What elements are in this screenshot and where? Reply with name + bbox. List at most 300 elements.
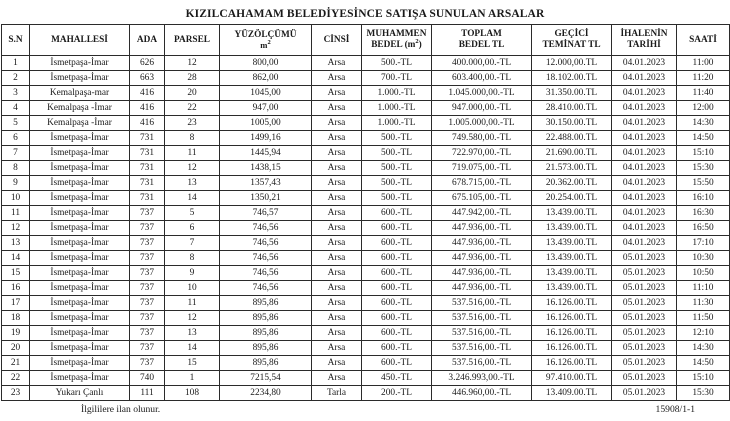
cell-muhammen-bedel: 500.-TL: [362, 161, 432, 176]
cell-sn: 6: [2, 131, 30, 146]
table-row: [2, 281, 730, 296]
cell-muhammen-bedel: 500.-TL: [362, 146, 432, 161]
cell-ihale-tarihi: 04.01.2023: [612, 221, 677, 236]
cell-saati: 11:10: [677, 281, 730, 296]
cell-sn: 7: [2, 146, 30, 161]
cell-ihale-tarihi: 04.01.2023: [612, 116, 677, 131]
cell-gecici-teminat: 21.690.00.TL: [532, 146, 612, 161]
cell-cinsi: Arsa: [312, 191, 362, 206]
cell-ada: 737: [130, 266, 165, 281]
cell-saati: 11:20: [677, 71, 730, 86]
cell-parsel: 10: [165, 281, 220, 296]
column-header-muhammen-bedel: [362, 25, 432, 56]
cell-cinsi: Arsa: [312, 326, 362, 341]
cell-muhammen-bedel: 600.-TL: [362, 326, 432, 341]
cell-mahallesi: İsmetpaşa-İmar: [30, 146, 130, 161]
cell-yuzolcumu: 1045,00: [220, 86, 312, 101]
cell-gecici-teminat: 13.439.00.TL: [532, 281, 612, 296]
column-header-toplam-bedel: [432, 25, 532, 56]
cell-gecici-teminat: 20.254.00.TL: [532, 191, 612, 206]
footer-reference: 15908/1-1: [655, 404, 695, 415]
cell-yuzolcumu: 746,56: [220, 236, 312, 251]
cell-yuzolcumu: 1438,15: [220, 161, 312, 176]
cell-yuzolcumu: 1350,21: [220, 191, 312, 206]
cell-mahallesi: İsmetpaşa-İmar: [30, 161, 130, 176]
cell-parsel: 12: [165, 311, 220, 326]
column-header-gecici-teminat: [532, 25, 612, 56]
column-header-muhammen-line1: MUHAMMEN: [366, 29, 427, 39]
cell-saati: 12:00: [677, 101, 730, 116]
cell-toplam-bedel: 447.936,00.-TL: [432, 251, 532, 266]
cell-ada: 737: [130, 221, 165, 236]
cell-parsel: 9: [165, 266, 220, 281]
column-header-ihale-tarihi: [612, 25, 677, 56]
table-row: [2, 161, 730, 176]
cell-cinsi: Arsa: [312, 101, 362, 116]
cell-ada: 737: [130, 251, 165, 266]
cell-gecici-teminat: 16.126.00.TL: [532, 356, 612, 371]
cell-gecici-teminat: 13.439.00.TL: [532, 251, 612, 266]
cell-parsel: 1: [165, 371, 220, 386]
cell-muhammen-bedel: 700.-TL: [362, 71, 432, 86]
cell-muhammen-bedel: 600.-TL: [362, 296, 432, 311]
table-row: [2, 236, 730, 251]
cell-gecici-teminat: 13.439.00.TL: [532, 266, 612, 281]
cell-sn: 2: [2, 71, 30, 86]
cell-toplam-bedel: 446.960,00.-TL: [432, 386, 532, 401]
cell-gecici-teminat: 13.409.00.TL: [532, 386, 612, 401]
cell-toplam-bedel: 722.970,00.-TL: [432, 146, 532, 161]
cell-sn: 4: [2, 101, 30, 116]
cell-yuzolcumu: 1445,94: [220, 146, 312, 161]
cell-sn: 5: [2, 116, 30, 131]
cell-toplam-bedel: 537.516,00.-TL: [432, 311, 532, 326]
cell-toplam-bedel: 1.005.000,00.-TL: [432, 116, 532, 131]
cell-ada: 731: [130, 131, 165, 146]
cell-toplam-bedel: 537.516,00.-TL: [432, 356, 532, 371]
cell-ihale-tarihi: 04.01.2023: [612, 206, 677, 221]
table-row: [2, 101, 730, 116]
cell-muhammen-bedel: 600.-TL: [362, 341, 432, 356]
cell-mahallesi: İsmetpaşa-İmar: [30, 251, 130, 266]
table-row: [2, 296, 730, 311]
cell-saati: 16:50: [677, 221, 730, 236]
cell-cinsi: Arsa: [312, 86, 362, 101]
cell-toplam-bedel: 1.045.000,00.-TL: [432, 86, 532, 101]
cell-sn: 17: [2, 296, 30, 311]
cell-saati: 15:30: [677, 161, 730, 176]
cell-gecici-teminat: 28.410.00.TL: [532, 101, 612, 116]
cell-muhammen-bedel: 450.-TL: [362, 371, 432, 386]
column-header-toplam-line1: TOPLAM: [461, 29, 502, 39]
cell-yuzolcumu: 895,86: [220, 356, 312, 371]
cell-parsel: 11: [165, 146, 220, 161]
cell-parsel: 22: [165, 101, 220, 116]
column-header-yuzolcumu-unit: $m^2$: [260, 39, 271, 50]
cell-saati: 15:10: [677, 371, 730, 386]
table-row: [2, 191, 730, 206]
cell-cinsi: Tarla: [312, 386, 362, 401]
cell-muhammen-bedel: 600.-TL: [362, 251, 432, 266]
cell-cinsi: Arsa: [312, 56, 362, 71]
cell-parsel: 11: [165, 296, 220, 311]
cell-ada: 740: [130, 371, 165, 386]
cell-yuzolcumu: 1499,16: [220, 131, 312, 146]
cell-mahallesi: İsmetpaşa-İmar: [30, 341, 130, 356]
table-row: [2, 311, 730, 326]
table-header-row: [2, 25, 730, 56]
column-header-muhammen-line2: BEDEL $(m^2)$: [371, 37, 422, 50]
table-row: [2, 176, 730, 191]
cell-sn: 1: [2, 56, 30, 71]
cell-sn: 14: [2, 251, 30, 266]
cell-yuzolcumu: 895,86: [220, 311, 312, 326]
cell-sn: 19: [2, 326, 30, 341]
cell-saati: 11:00: [677, 56, 730, 71]
cell-sn: 15: [2, 266, 30, 281]
column-header-cinsi: CİNSİ: [312, 25, 362, 56]
table-row: [2, 71, 730, 86]
cell-mahallesi: Kemalpaşa-mar: [30, 86, 130, 101]
cell-ada: 731: [130, 176, 165, 191]
cell-sn: 18: [2, 311, 30, 326]
cell-cinsi: Arsa: [312, 221, 362, 236]
page-title: KIZILCAHAMAM BELEDİYESİNCE SATIŞA SUNULAN ARSALAR: [185, 8, 545, 20]
cell-yuzolcumu: 7215,54: [220, 371, 312, 386]
cell-toplam-bedel: 447.942,00.-TL: [432, 206, 532, 221]
cell-toplam-bedel: 749.580,00.-TL: [432, 131, 532, 146]
cell-gecici-teminat: 12.000,00.TL: [532, 56, 612, 71]
table-row: [2, 251, 730, 266]
table-row: [2, 116, 730, 131]
cell-mahallesi: İsmetpaşa-İmar: [30, 281, 130, 296]
cell-saati: 17:10: [677, 236, 730, 251]
cell-mahallesi: İsmetpaşa-İmar: [30, 371, 130, 386]
cell-muhammen-bedel: 600.-TL: [362, 311, 432, 326]
cell-parsel: 108: [165, 386, 220, 401]
cell-gecici-teminat: 16.126.00.TL: [532, 341, 612, 356]
cell-saati: 11:30: [677, 296, 730, 311]
cell-ihale-tarihi: 05.01.2023: [612, 341, 677, 356]
cell-toplam-bedel: 447.936,00.-TL: [432, 281, 532, 296]
cell-toplam-bedel: 447.936,00.-TL: [432, 236, 532, 251]
table-row: [2, 356, 730, 371]
cell-parsel: 20: [165, 86, 220, 101]
cell-gecici-teminat: 16.126.00.TL: [532, 311, 612, 326]
cell-gecici-teminat: 30.150.00.TL: [532, 116, 612, 131]
cell-ada: 737: [130, 206, 165, 221]
table-row: [2, 221, 730, 236]
cell-saati: 14:50: [677, 131, 730, 146]
cell-parsel: 8: [165, 131, 220, 146]
cell-ihale-tarihi: 05.01.2023: [612, 266, 677, 281]
cell-yuzolcumu: 895,86: [220, 341, 312, 356]
table-row: [2, 326, 730, 341]
cell-parsel: 13: [165, 176, 220, 191]
cell-parsel: 15: [165, 356, 220, 371]
column-header-sn: S.N: [2, 25, 30, 56]
cell-toplam-bedel: 537.516,00.-TL: [432, 296, 532, 311]
cell-sn: 11: [2, 206, 30, 221]
cell-sn: 9: [2, 176, 30, 191]
cell-ihale-tarihi: 05.01.2023: [612, 311, 677, 326]
cell-gecici-teminat: 13.439.00.TL: [532, 236, 612, 251]
cell-muhammen-bedel: 500.-TL: [362, 131, 432, 146]
cell-toplam-bedel: 447.936,00.-TL: [432, 266, 532, 281]
cell-sn: 20: [2, 341, 30, 356]
cell-muhammen-bedel: 500.-TL: [362, 56, 432, 71]
cell-ihale-tarihi: 05.01.2023: [612, 356, 677, 371]
cell-mahallesi: İsmetpaşa-İmar: [30, 236, 130, 251]
cell-yuzolcumu: 1357,43: [220, 176, 312, 191]
cell-parsel: 13: [165, 326, 220, 341]
cell-toplam-bedel: 719.075,00.-TL: [432, 161, 532, 176]
cell-ihale-tarihi: 05.01.2023: [612, 251, 677, 266]
cell-toplam-bedel: 675.105,00.-TL: [432, 191, 532, 206]
cell-muhammen-bedel: 600.-TL: [362, 221, 432, 236]
cell-yuzolcumu: 1005,00: [220, 116, 312, 131]
cell-cinsi: Arsa: [312, 296, 362, 311]
cell-gecici-teminat: 13.439.00.TL: [532, 206, 612, 221]
cell-parsel: 6: [165, 221, 220, 236]
cell-sn: 16: [2, 281, 30, 296]
cell-ihale-tarihi: 04.01.2023: [612, 161, 677, 176]
cell-saati: 12:10: [677, 326, 730, 341]
cell-yuzolcumu: 947,00: [220, 101, 312, 116]
cell-cinsi: Arsa: [312, 146, 362, 161]
table-row: [2, 206, 730, 221]
cell-cinsi: Arsa: [312, 236, 362, 251]
cell-muhammen-bedel: 500.-TL: [362, 191, 432, 206]
cell-mahallesi: İsmetpaşa-İmar: [30, 266, 130, 281]
cell-gecici-teminat: 16.126.00.TL: [532, 326, 612, 341]
cell-ihale-tarihi: 04.01.2023: [612, 86, 677, 101]
table-row: [2, 146, 730, 161]
cell-muhammen-bedel: 500.-TL: [362, 176, 432, 191]
cell-mahallesi: İsmetpaşa-İmar: [30, 131, 130, 146]
column-header-yuzolcumu-text: YÜZÖLÇÜMÜ: [234, 30, 297, 40]
cell-yuzolcumu: 746,56: [220, 281, 312, 296]
cell-yuzolcumu: 746,56: [220, 266, 312, 281]
cell-sn: 12: [2, 221, 30, 236]
cell-ada: 111: [130, 386, 165, 401]
cell-ada: 737: [130, 356, 165, 371]
cell-yuzolcumu: 746,57: [220, 206, 312, 221]
table-row: [2, 131, 730, 146]
cell-gecici-teminat: 21.573.00.TL: [532, 161, 612, 176]
footer-note: İlgililere ilan olunur.: [81, 404, 161, 415]
cell-gecici-teminat: 16.126.00.TL: [532, 296, 612, 311]
cell-cinsi: Arsa: [312, 341, 362, 356]
cell-parsel: 7: [165, 236, 220, 251]
cell-sn: 22: [2, 371, 30, 386]
cell-muhammen-bedel: 600.-TL: [362, 356, 432, 371]
cell-yuzolcumu: 862,00: [220, 71, 312, 86]
cell-ihale-tarihi: 05.01.2023: [612, 326, 677, 341]
cell-sn: 21: [2, 356, 30, 371]
cell-saati: 16:10: [677, 191, 730, 206]
cell-mahallesi: İsmetpaşa-İmar: [30, 56, 130, 71]
cell-ihale-tarihi: 04.01.2023: [612, 191, 677, 206]
cell-mahallesi: İsmetpaşa-İmar: [30, 71, 130, 86]
cell-parsel: 14: [165, 341, 220, 356]
cell-cinsi: Arsa: [312, 281, 362, 296]
cell-ihale-tarihi: 05.01.2023: [612, 386, 677, 401]
cell-sn: 3: [2, 86, 30, 101]
cell-cinsi: Arsa: [312, 116, 362, 131]
cell-toplam-bedel: 537.516,00.-TL: [432, 341, 532, 356]
cell-saati: 14:50: [677, 356, 730, 371]
cell-sn: 10: [2, 191, 30, 206]
cell-ihale-tarihi: 04.01.2023: [612, 71, 677, 86]
cell-saati: 14:30: [677, 341, 730, 356]
column-header-ihalenin-line2: TARİHİ: [627, 40, 661, 50]
cell-mahallesi: Kemalpaşa -İmar: [30, 101, 130, 116]
cell-muhammen-bedel: 600.-TL: [362, 236, 432, 251]
cell-ada: 416: [130, 101, 165, 116]
cell-ada: 737: [130, 341, 165, 356]
cell-muhammen-bedel: 600.-TL: [362, 281, 432, 296]
cell-saati: 15:10: [677, 146, 730, 161]
cell-ihale-tarihi: 04.01.2023: [612, 176, 677, 191]
column-header-yuzolcumu: [220, 25, 312, 56]
land-parcels-table: [1, 24, 730, 401]
cell-cinsi: Arsa: [312, 266, 362, 281]
table-row: [2, 371, 730, 386]
cell-saati: 15:30: [677, 386, 730, 401]
cell-saati: 11:50: [677, 311, 730, 326]
cell-parsel: 8: [165, 251, 220, 266]
cell-ada: 731: [130, 146, 165, 161]
cell-gecici-teminat: 31.350.00.TL: [532, 86, 612, 101]
cell-muhammen-bedel: 600.-TL: [362, 266, 432, 281]
cell-cinsi: Arsa: [312, 371, 362, 386]
cell-gecici-teminat: 18.102.00.TL: [532, 71, 612, 86]
cell-ada: 731: [130, 191, 165, 206]
cell-yuzolcumu: 800,00: [220, 56, 312, 71]
cell-mahallesi: İsmetpaşa-İmar: [30, 191, 130, 206]
cell-ihale-tarihi: 04.01.2023: [612, 131, 677, 146]
cell-ada: 626: [130, 56, 165, 71]
cell-muhammen-bedel: 1.000.-TL: [362, 116, 432, 131]
cell-parsel: 12: [165, 56, 220, 71]
cell-mahallesi: İsmetpaşa-İmar: [30, 206, 130, 221]
table-row: [2, 386, 730, 401]
table-header: [2, 25, 730, 56]
column-header-mahallesi: MAHALLESİ: [30, 25, 130, 56]
cell-gecici-teminat: 20.362.00.TL: [532, 176, 612, 191]
cell-sn: 23: [2, 386, 30, 401]
cell-cinsi: Arsa: [312, 71, 362, 86]
cell-ihale-tarihi: 05.01.2023: [612, 371, 677, 386]
column-header-gecici-line1: GEÇİCİ: [554, 29, 589, 39]
cell-yuzolcumu: 746,56: [220, 251, 312, 266]
table-body: [2, 56, 730, 401]
cell-yuzolcumu: 895,86: [220, 296, 312, 311]
column-header-ada: ADA: [130, 25, 165, 56]
cell-mahallesi: Yukarı Çanlı: [30, 386, 130, 401]
cell-sn: 8: [2, 161, 30, 176]
cell-ihale-tarihi: 05.01.2023: [612, 281, 677, 296]
cell-saati: 14:30: [677, 116, 730, 131]
table-row: [2, 86, 730, 101]
cell-ihale-tarihi: 04.01.2023: [612, 146, 677, 161]
cell-parsel: 12: [165, 161, 220, 176]
cell-mahallesi: Kemalpaşa -İmar: [30, 116, 130, 131]
cell-gecici-teminat: 97.410.00.TL: [532, 371, 612, 386]
cell-toplam-bedel: 947.000,00.-TL: [432, 101, 532, 116]
cell-mahallesi: İsmetpaşa-İmar: [30, 296, 130, 311]
table-row: [2, 266, 730, 281]
cell-parsel: 23: [165, 116, 220, 131]
cell-parsel: 5: [165, 206, 220, 221]
cell-saati: 10:30: [677, 251, 730, 266]
cell-cinsi: Arsa: [312, 311, 362, 326]
cell-ada: 416: [130, 116, 165, 131]
cell-toplam-bedel: 3.246.993,00.-TL: [432, 371, 532, 386]
cell-gecici-teminat: 13.439.00.TL: [532, 221, 612, 236]
cell-ada: 737: [130, 326, 165, 341]
cell-cinsi: Arsa: [312, 251, 362, 266]
cell-muhammen-bedel: 600.-TL: [362, 206, 432, 221]
cell-cinsi: Arsa: [312, 206, 362, 221]
cell-yuzolcumu: 895,86: [220, 326, 312, 341]
cell-ada: 737: [130, 296, 165, 311]
cell-ada: 731: [130, 161, 165, 176]
cell-cinsi: Arsa: [312, 161, 362, 176]
cell-toplam-bedel: 537.516,00.-TL: [432, 326, 532, 341]
cell-saati: 16:30: [677, 206, 730, 221]
cell-mahallesi: İsmetpaşa-İmar: [30, 326, 130, 341]
cell-yuzolcumu: 746,56: [220, 221, 312, 236]
cell-muhammen-bedel: 1.000.-TL: [362, 101, 432, 116]
column-header-toplam-line2: BEDEL TL: [458, 40, 505, 50]
column-header-saati: SAATİ: [677, 25, 730, 56]
cell-parsel: 28: [165, 71, 220, 86]
cell-toplam-bedel: 400.000,00.-TL: [432, 56, 532, 71]
table-row: [2, 56, 730, 71]
cell-ihale-tarihi: 04.01.2023: [612, 101, 677, 116]
cell-ada: 416: [130, 86, 165, 101]
cell-saati: 10:50: [677, 266, 730, 281]
cell-cinsi: Arsa: [312, 356, 362, 371]
column-header-parsel: PARSEL: [165, 25, 220, 56]
table-row: [2, 341, 730, 356]
document-footer: [1, 401, 729, 421]
cell-ada: 737: [130, 311, 165, 326]
cell-mahallesi: İsmetpaşa-İmar: [30, 221, 130, 236]
cell-muhammen-bedel: 1.000.-TL: [362, 86, 432, 101]
cell-ada: 737: [130, 281, 165, 296]
cell-sn: 13: [2, 236, 30, 251]
cell-gecici-teminat: 22.488.00.TL: [532, 131, 612, 146]
cell-ihale-tarihi: 04.01.2023: [612, 56, 677, 71]
cell-ada: 663: [130, 71, 165, 86]
cell-mahallesi: İsmetpaşa-İmar: [30, 356, 130, 371]
cell-cinsi: Arsa: [312, 131, 362, 146]
cell-mahallesi: İsmetpaşa-İmar: [30, 176, 130, 191]
cell-mahallesi: İsmetpaşa-İmar: [30, 311, 130, 326]
cell-saati: 15:50: [677, 176, 730, 191]
column-header-ihalenin-line1: İHALENİN: [620, 29, 668, 39]
cell-toplam-bedel: 678.715,00.-TL: [432, 176, 532, 191]
cell-ihale-tarihi: 04.01.2023: [612, 236, 677, 251]
column-header-gecici-line2: TEMİNAT TL: [542, 40, 601, 50]
cell-ihale-tarihi: 05.01.2023: [612, 296, 677, 311]
cell-yuzolcumu: 2234,80: [220, 386, 312, 401]
cell-toplam-bedel: 603.400,00.-TL: [432, 71, 532, 86]
cell-saati: 11:40: [677, 86, 730, 101]
